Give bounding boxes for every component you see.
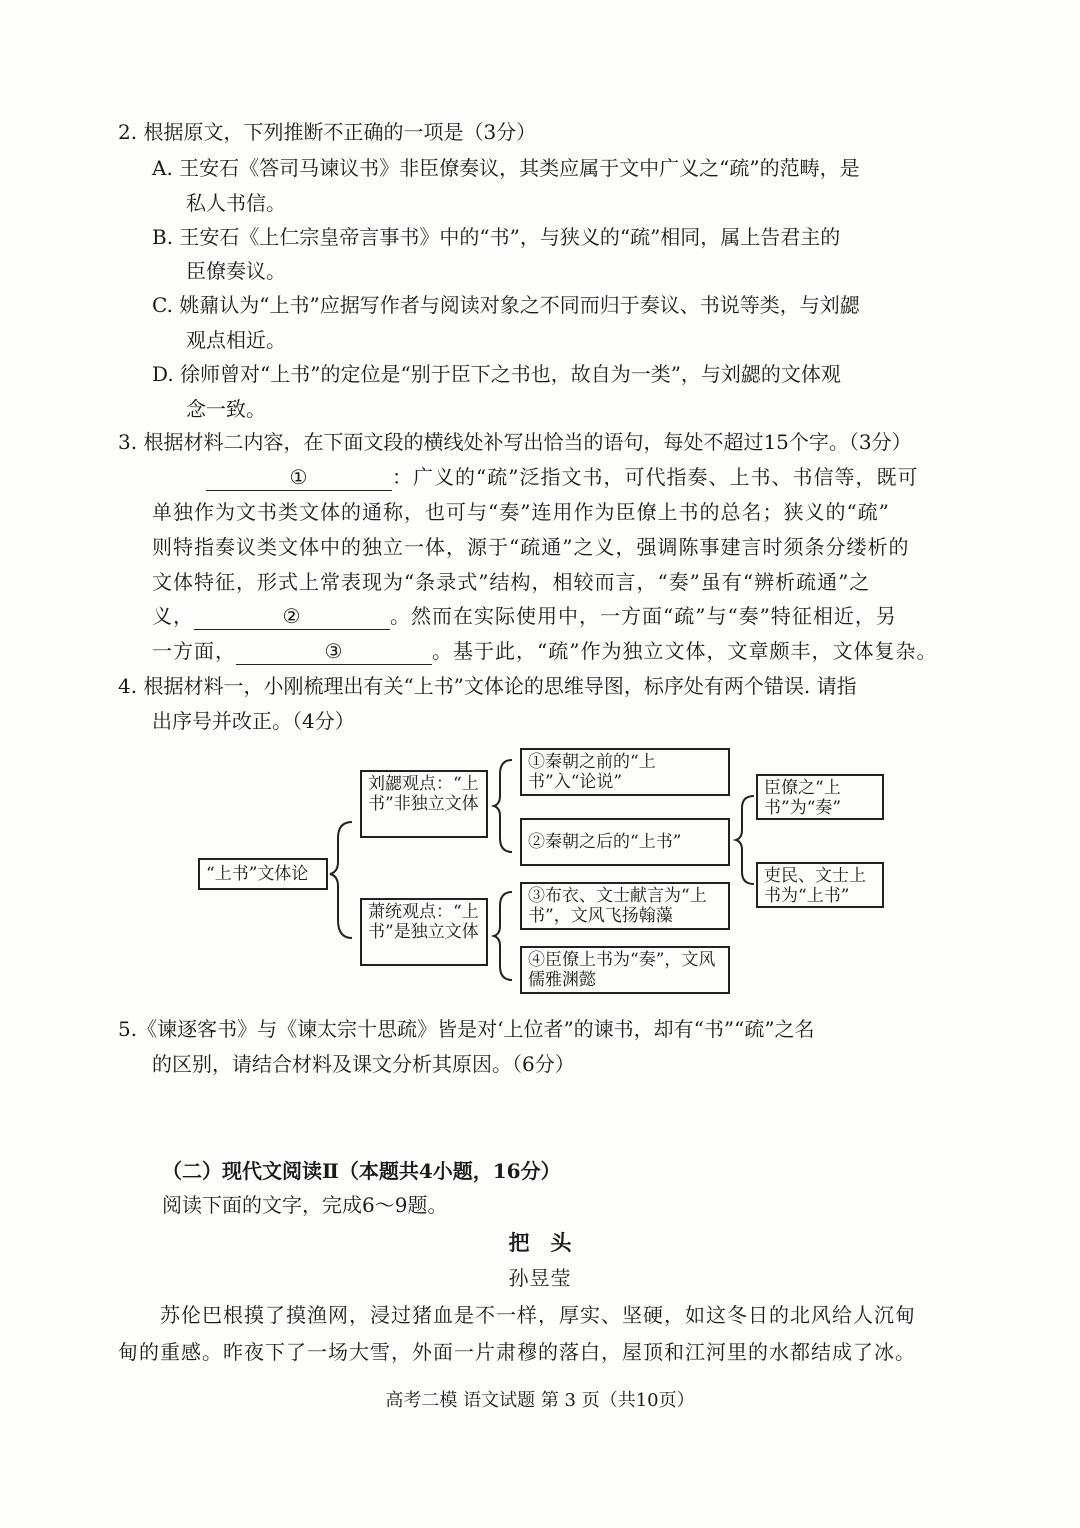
mindmap-node-2: ②秦朝之后的“上书”: [520, 818, 730, 866]
q2-option-b-line2: 臣僚奏议。: [186, 259, 286, 283]
answer-blank-1[interactable]: ①: [206, 464, 392, 491]
q3-stem: 3. 根据材料二内容，在下面文段的横线处补写出恰当的语句，每处不超过15个字。（3分）: [118, 430, 912, 454]
mindmap-node-1: ①秦朝之前的“上书”入“论说”: [520, 748, 730, 796]
page-footer: 高考二模 语文试题 第 3 页（共10页）: [385, 1390, 695, 1411]
mindmap-node-3: ③布衣、文士献言为“上书”，文风飞扬翰藻: [520, 882, 730, 930]
mindmap-liu-node: 刘勰观点：“上书”非独立文体: [360, 770, 488, 838]
q3-passage-line2: 单独作为文书类文体的通称，也可与“奏”连用作为臣僚上书的总名；狭义的“疏”: [152, 500, 890, 524]
q3-text-6b: 。基于此，“疏”作为独立文体，文章颇丰，文体复杂。: [432, 639, 938, 663]
q2-stem: 2. 根据原文，下列推断不正确的一项是（3分）: [118, 120, 537, 144]
mindmap-xiao-node: 萧统观点：“上书”是独立文体: [360, 898, 488, 966]
mindmap-root-node: “上书”文体论: [198, 858, 328, 890]
article-title: 把 头: [508, 1230, 572, 1255]
answer-blank-2[interactable]: ②: [194, 603, 390, 630]
article-paragraph-line2: 甸的重感。昨夜下了一场大雪，外面一片肃穆的落白，屋顶和江河里的水都结成了冰。: [118, 1340, 916, 1364]
q2-option-c-line1: C. 姚鼐认为“上书”应据写作者与阅读对象之不同而归于奏议、书说等类，与刘勰: [152, 293, 860, 317]
q3-text-6a: 一方面，: [152, 639, 236, 663]
q3-text-1: ：广义的“疏”泛指文书，可代指奏、上书、书信等，既可: [392, 465, 919, 489]
brace-liu: [494, 760, 512, 852]
mindmap-child-2: 吏民、文士上书为“上书”: [756, 862, 884, 908]
q2-option-a-line2: 私人书信。: [186, 191, 286, 215]
q2-option-d-line1: D. 徐师曾对“上书”的定位是“别于臣下之书也，故自为一类”，与刘勰的文体观: [152, 362, 841, 386]
answer-blank-3[interactable]: ③: [236, 638, 432, 665]
article-paragraph-line1: 苏伦巴根摸了摸渔网，浸过猪血是不一样，厚实、坚硬，如这冬日的北风给人沉甸: [160, 1303, 916, 1327]
q2-option-d-line2: 念一致。: [186, 397, 266, 421]
q3-text-5b: 。然而在实际使用中，一方面“疏”与“奏”特征相近，另: [390, 604, 897, 628]
q3-passage-line3: 则特指奏议类文体中的独立一体，源于“疏通”之义，强调陈事建言时须条分缕析的: [152, 535, 910, 559]
brace-qin: [736, 796, 754, 884]
mindmap-node-4: ④臣僚上书为“奏”，文风儒雅渊懿: [520, 946, 730, 994]
q2-option-c-line2: 观点相近。: [186, 328, 286, 352]
q2-option-a-line1: A. 王安石《答司马谏议书》非臣僚奏议，其类应属于文中广义之“疏”的范畴，是: [152, 156, 860, 180]
q5-line1: 5.《谏逐客书》与《谏太宗十思疏》皆是对‘上位者”的谏书，却有“书”“疏”之名: [118, 1017, 815, 1041]
mindmap-child-1: 臣僚之“上书”为“奏”: [756, 774, 884, 820]
q3-text-5a: 义，: [152, 604, 194, 628]
q5-line2: 的区别，请结合材料及课文分析其原因。（6分）: [152, 1052, 575, 1076]
q2-option-b-line1: B. 王安石《上仁宗皇帝言事书》中的“书”，与狭义的“疏”相同，属上告君主的: [152, 225, 841, 249]
q4-stem-line2: 出序号并改正。（4分）: [152, 709, 355, 733]
article-author: 孙昱莹: [508, 1266, 572, 1290]
q4-stem-line1: 4. 根据材料一，小刚梳理出有关“上书”文体论的思维导图，标序处有两个错误. 请指: [118, 674, 857, 698]
q3-passage-line4: 文体特征，形式上常表现为“条录式”结构，相较而言，“奏”虽有“辨析疏通”之: [152, 570, 871, 594]
brace-xiao: [494, 892, 512, 980]
section2-heading: （二）现代文阅读Ⅱ（本题共4小题，16分）: [162, 1159, 561, 1183]
brace-root: [330, 822, 352, 938]
section2-instruction: 阅读下面的文字，完成6～9题。: [162, 1193, 448, 1217]
